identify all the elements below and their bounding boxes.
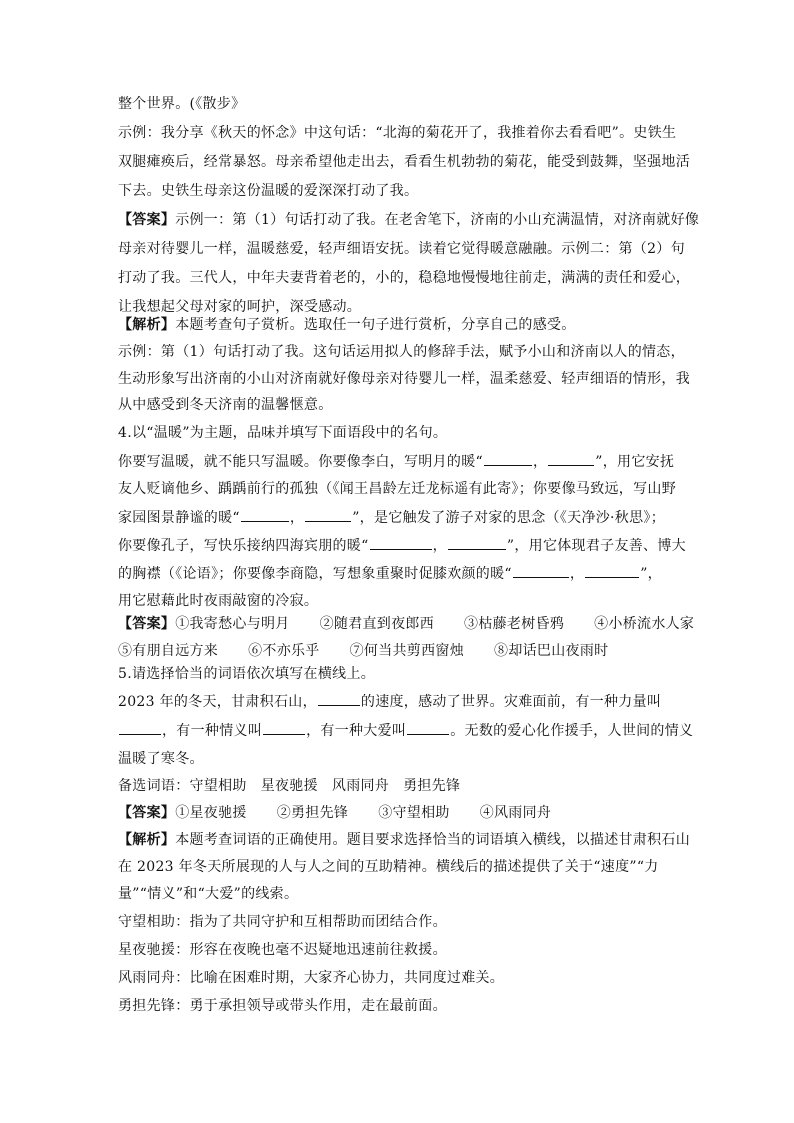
text-span: ，有一种大爱叫 [306,723,407,739]
answer-tag: 【答案】 [118,805,176,821]
analysis-line [118,830,690,850]
word-option: 星夜驰援 [260,778,318,794]
answer-option: ②勇担先锋 [276,805,349,821]
answer-option: ⑥不亦乐乎 [248,643,320,659]
text-line [118,451,674,471]
text-line: 从中感受到冬天济南的温馨惬意。 [118,397,333,413]
text-line: 勇担先锋：勇于承担领导或带头作用，走在最前面。 [118,998,447,1014]
text-span: 示例一：第（1）句话打动了我。在老舍笔下，济南的小山充满温情，对济南就好像 [175,212,700,228]
text-line: 双腿瘫痪后，经常暴怒。母亲希望他走出去，看看生机勃勃的菊花，能受到鼓舞，坚强地活 [118,154,690,170]
punct: ” [595,454,603,470]
text-span: 2023 年的冬天，甘肃积石山， [118,694,317,710]
punct: ， [289,510,305,526]
text-line: 友人贬谪他乡、踽踽前行的孤独（《闻王昌龄左迁龙标遥有此寄》；你要像马致远，写山野 [118,481,676,497]
word-bank [118,776,474,796]
text-line [118,535,686,555]
text-line: 生动形象写出济南的小山对济南就好像母亲对待婴儿一样，温柔慈爱、轻声细语的情形，我 [118,371,690,387]
answer-option: ⑦何当共剪西窗烛 [349,643,465,659]
answer-blank [241,507,289,522]
analysis-tag: 【解析】 [118,832,176,848]
text-line [118,691,661,711]
answer-option: ①我寄愁心与明月 [175,616,290,632]
punct: “ [361,538,369,554]
word-option: 勇担先锋 [403,778,461,794]
answer-option: ⑤有朋自远方来 [118,643,219,659]
answer-line [118,210,699,230]
text-line: 打动了我。三代人，中年夫妻背着老的，小的，稳稳地慢慢地往前走，满满的责任和爱心， [118,270,690,286]
answer-blank [448,535,506,550]
answer-blank [305,507,351,522]
text-span: 的胸襟（《论语》；你要像李商隐，写想象重聚时促膝欢颜的暖 [118,566,505,582]
analysis-line [118,315,576,335]
answer-blank [263,720,305,735]
text-span: 你要写温暖，就不能只写温暖。你要像李白，写明月的暖 [118,454,476,470]
text-line: 让我想起父母对家的呵护，深受感动。 [118,299,362,315]
punct: ， [647,566,662,582]
text-span: 。无数的爱心化作援手，人世间的情义 [450,723,694,739]
punct: ” [352,510,360,526]
text-span: ，是它触发了游子对家的思念（《天净沙·秋思》； [359,510,666,526]
text-line [118,720,693,740]
text-line: 守望相助：指为了共同守护和互相帮助而团结合作。 [118,914,447,930]
punct: “ [475,454,483,470]
punct: ， [432,538,447,554]
answer-line [118,641,608,661]
answer-blank [585,563,639,578]
text-line [118,507,665,527]
answer-line [118,614,694,634]
question-4-title: 4.以“温暖”为主题，品味并填写下面语段中的名句。 [118,425,448,441]
answer-option: ⑧却话巴山夜雨时 [494,643,609,659]
text-line [118,563,662,583]
punct: ， [569,566,585,582]
text-line: 温暖了寒冬。 [118,751,204,767]
text-span: ，用它体现君子友善、博大 [514,538,686,554]
text-line: 量”“情义”和“大爱”的线索。 [118,886,299,902]
punct: “ [504,566,512,582]
text-span: 备选词语： [118,778,190,794]
answer-blank [370,535,432,550]
punct: ” [506,538,515,554]
word-option: 风雨同舟 [331,778,390,794]
text-line: 下去。史铁生母亲这份温暖的爱深深打动了我。 [118,183,419,199]
answer-tag: 【答案】 [118,616,176,632]
punct: “ [232,510,240,526]
answer-blank [484,451,532,466]
answer-option: ④风雨同舟 [479,805,552,821]
text-span: 你要像孔子，写快乐接纳四海宾朋的暖 [118,538,362,554]
question-5-title: 5.请选择恰当的词语依次填写在横线上。 [118,666,376,682]
text-span: 本题考查词语的正确使用。题目要求选择恰当的词语填入横线，以描述甘肃积石山 [175,832,691,848]
answer-blank [119,720,161,735]
answer-blank [513,563,569,578]
text-span: ，用它安抚 [602,454,675,470]
answer-line [118,803,551,823]
text-span: 的速度，感动了世界。灾难面前，有一种力量叫 [360,694,662,710]
answer-blank [318,691,360,706]
text-line: 示例：第（1）句话打动了我。这句话运用拟人的修辞手法，赋予小山和济南以人的情态， [118,344,685,360]
text-line: 在 2023 年冬天所展现的人与人之间的互助精神。横线后的描述提供了关于“速度”“力 [118,859,659,875]
punct: ” [640,566,648,582]
text-line: 用它慰藉此时夜雨敲窗的冷寂。 [118,593,319,609]
text-line: 风雨同舟：比喻在困难时期，大家齐心协力，共同度过难关。 [118,970,505,986]
text-line: 星夜驰援：形容在夜晚也毫不迟疑地迅速前往救援。 [118,942,447,958]
text-span: 本题考查句子赏析。选取任一句子进行赏析，分享自己的感受。 [175,317,576,333]
text-span: ，有一种情义叫 [162,723,263,739]
answer-option: ③守望相助 [378,805,450,821]
answer-option: ③枯藤老树昏鸦 [464,616,565,632]
answer-option: ①星夜驰援 [175,805,247,821]
answer-blank [407,720,449,735]
word-option: 守望相助 [189,778,247,794]
analysis-tag: 【解析】 [118,317,176,333]
punct: ， [532,454,548,470]
text-line: 母亲对待婴儿一样，温暖慈爱，轻声细语安抚。读着它觉得暖意融融。示例二：第（2）句 [118,241,685,257]
answer-option: ④小桥流水人家 [594,616,695,632]
text-span: 家园图景静谧的暖 [118,510,233,526]
text-line: 整个世界。(《散步》 [118,96,246,112]
text-line: 示例：我分享《秋天的怀念》中这句话：“北海的菊花开了，我推着你去看看吧”。史铁生 [118,125,677,141]
answer-option: ②随君直到夜郎西 [319,616,435,632]
answer-tag: 【答案】 [118,212,176,228]
answer-blank [548,451,594,466]
